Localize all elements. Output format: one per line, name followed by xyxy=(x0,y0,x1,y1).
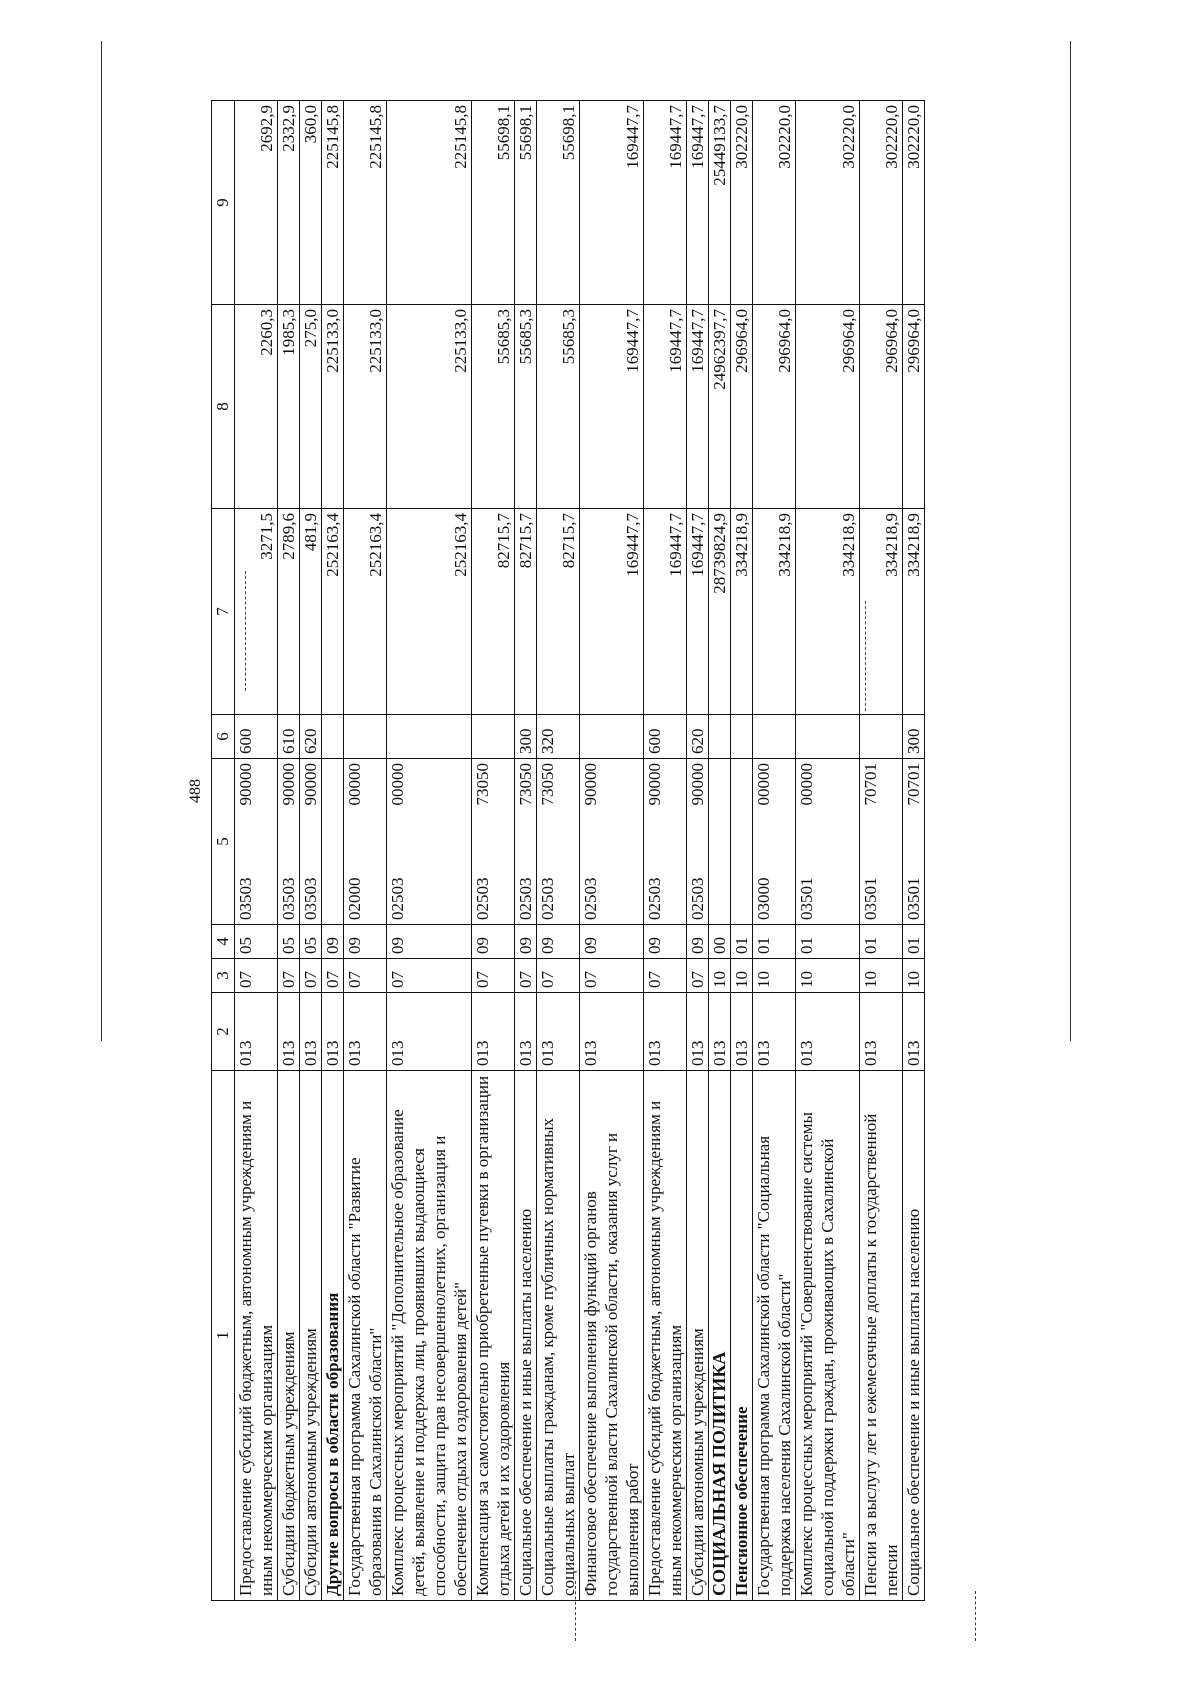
subsection-code: 00 xyxy=(709,924,731,958)
section-code: 07 xyxy=(472,958,515,992)
subsection-code: 01 xyxy=(753,924,796,958)
table-row xyxy=(903,100,925,1600)
target-article-code xyxy=(472,758,515,924)
subsection-code: 09 xyxy=(580,924,644,958)
program-code: 03501 xyxy=(861,877,880,920)
ministry-code: 013 xyxy=(322,992,344,1070)
row-name: Социальные выплаты гражданам, кроме публичных нормативных социальных выплат xyxy=(537,1070,580,1600)
target-article-code xyxy=(580,758,644,924)
column-header: 9 xyxy=(212,100,235,304)
ministry-code: 013 xyxy=(472,992,515,1070)
direction-code: 73050 xyxy=(516,762,535,805)
scan-artifact-dash xyxy=(975,1591,977,1641)
ministry-code: 013 xyxy=(278,992,300,1070)
amount-col-8: 225133,0 xyxy=(322,304,344,508)
expense-type-code: 300 xyxy=(515,714,537,758)
amount-col-8: 24962397,7 xyxy=(709,304,731,508)
amount-col-9: 225145,8 xyxy=(344,100,387,304)
scanned-page xyxy=(95,61,1105,1641)
column-header: 4 xyxy=(212,924,235,958)
amount-col-7: 82715,7 xyxy=(537,508,580,714)
row-name: Комплекс процессных мероприятий "Совершенствование системы социальной поддержки граждан, проживающих в Сахалинской области" xyxy=(796,1070,860,1600)
amount-col-7: 334218,9 xyxy=(753,508,796,714)
direction-code: 00000 xyxy=(388,762,407,805)
budget-table xyxy=(211,100,925,1601)
row-name: Финансовое обеспечение выполнения функций органов государственной власти Сахалинской области, оказания услуг и выполнения работ xyxy=(580,1070,644,1600)
table-row xyxy=(860,100,903,1600)
amount-col-8: 296964,0 xyxy=(860,304,903,508)
column-header: 8 xyxy=(212,304,235,508)
column-header: 2 xyxy=(212,992,235,1070)
section-code: 10 xyxy=(796,958,860,992)
direction-code: 00000 xyxy=(345,762,364,805)
direction-code: 90000 xyxy=(301,762,320,805)
subsection-code: 09 xyxy=(322,924,344,958)
amount-col-8: 2260,3 xyxy=(235,304,278,508)
amount-col-9: 302220,0 xyxy=(731,100,753,304)
row-name: Предоставление субсидий бюджетным, автономным учреждениям и иным некоммерческим организациям xyxy=(644,1070,687,1600)
section-code: 10 xyxy=(903,958,925,992)
expense-type-code xyxy=(322,714,344,758)
expense-type-code xyxy=(472,714,515,758)
expense-type-code xyxy=(580,714,644,758)
program-code: 02503 xyxy=(688,877,707,920)
target-article-code xyxy=(322,758,344,924)
section-code: 07 xyxy=(644,958,687,992)
table-row xyxy=(278,100,300,1600)
direction-code: 90000 xyxy=(236,762,255,805)
row-name: Социальное обеспечение и иные выплаты населению xyxy=(903,1070,925,1600)
table-row xyxy=(344,100,387,1600)
scan-artifact-dash xyxy=(575,1581,577,1641)
amount-col-7: 82715,7 xyxy=(515,508,537,714)
subsection-code: 05 xyxy=(278,924,300,958)
section-code: 07 xyxy=(537,958,580,992)
section-code: 07 xyxy=(235,958,278,992)
subsection-code: 05 xyxy=(235,924,278,958)
column-header: 1 xyxy=(212,1070,235,1600)
column-number-row xyxy=(212,100,235,1600)
amount-col-9: 302220,0 xyxy=(860,100,903,304)
target-article-code xyxy=(644,758,687,924)
table-row xyxy=(709,100,731,1600)
row-name: Государственная программа Сахалинской области "Социальная поддержка населения Сахалинской области" xyxy=(753,1070,796,1600)
target-article-code xyxy=(796,758,860,924)
subsection-code: 09 xyxy=(687,924,709,958)
row-name: Комплекс процессных мероприятий "Дополнительное образование детей, выявление и поддержка лиц, проявивших выдающиеся способности, защита прав несовершеннолетних, организация и обеспечение отдыха и оздоровления детей" xyxy=(387,1070,472,1600)
section-code: 07 xyxy=(300,958,322,992)
section-code: 07 xyxy=(344,958,387,992)
table-row xyxy=(753,100,796,1600)
section-code: 07 xyxy=(387,958,472,992)
direction-code: 70701 xyxy=(861,762,880,805)
ministry-code: 013 xyxy=(235,992,278,1070)
program-code: 03503 xyxy=(279,877,298,920)
expense-type-code xyxy=(753,714,796,758)
target-article-code xyxy=(235,758,278,924)
amount-col-7: 252163,4 xyxy=(322,508,344,714)
amount-col-8: 169447,7 xyxy=(644,304,687,508)
direction-code: 73050 xyxy=(473,762,492,805)
column-header: 3 xyxy=(212,958,235,992)
ministry-code: 013 xyxy=(687,992,709,1070)
expense-type-code: 600 xyxy=(235,714,278,758)
ministry-code: 013 xyxy=(731,992,753,1070)
amount-col-9: 169447,7 xyxy=(580,100,644,304)
table-row xyxy=(731,100,753,1600)
program-code: 03503 xyxy=(236,877,255,920)
target-article-code xyxy=(860,758,903,924)
section-code: 07 xyxy=(322,958,344,992)
expense-type-code: 300 xyxy=(903,714,925,758)
target-article-code xyxy=(387,758,472,924)
subsection-code: 01 xyxy=(731,924,753,958)
amount-col-7: 3271,5 xyxy=(235,508,278,714)
subsection-code: 09 xyxy=(537,924,580,958)
program-code: 02503 xyxy=(473,877,492,920)
direction-code: 90000 xyxy=(688,762,707,805)
direction-code: 00000 xyxy=(754,762,773,805)
scan-artifact-dash xyxy=(245,571,247,691)
amount-col-8: 55685,3 xyxy=(472,304,515,508)
table-row xyxy=(515,100,537,1600)
amount-col-7: 334218,9 xyxy=(860,508,903,714)
program-code: 03503 xyxy=(301,877,320,920)
amount-col-9: 302220,0 xyxy=(796,100,860,304)
amount-col-9: 225145,8 xyxy=(322,100,344,304)
amount-col-7: 252163,4 xyxy=(344,508,387,714)
amount-col-8: 296964,0 xyxy=(796,304,860,508)
row-name: Субсидии автономным учреждениям xyxy=(300,1070,322,1600)
subsection-code: 05 xyxy=(300,924,322,958)
target-article-code xyxy=(753,758,796,924)
ministry-code: 013 xyxy=(644,992,687,1070)
target-article-code xyxy=(344,758,387,924)
ministry-code: 013 xyxy=(300,992,322,1070)
target-article-code xyxy=(537,758,580,924)
ministry-code: 013 xyxy=(903,992,925,1070)
amount-col-8: 169447,7 xyxy=(687,304,709,508)
amount-col-7: 334218,9 xyxy=(796,508,860,714)
expense-type-code xyxy=(860,714,903,758)
amount-col-8: 225133,0 xyxy=(344,304,387,508)
row-name: Социальное обеспечение и иные выплаты населению xyxy=(515,1070,537,1600)
amount-col-8: 275,0 xyxy=(300,304,322,508)
expense-type-code: 620 xyxy=(687,714,709,758)
section-code: 07 xyxy=(278,958,300,992)
section-code: 10 xyxy=(860,958,903,992)
amount-col-9: 55698,1 xyxy=(515,100,537,304)
amount-col-7: 334218,9 xyxy=(731,508,753,714)
section-code: 10 xyxy=(731,958,753,992)
program-code: 02000 xyxy=(345,877,364,920)
direction-code: 90000 xyxy=(581,762,600,805)
subsection-code: 01 xyxy=(903,924,925,958)
amount-col-7: 169447,7 xyxy=(644,508,687,714)
amount-col-8: 296964,0 xyxy=(753,304,796,508)
direction-code: 73050 xyxy=(538,762,557,805)
section-code: 10 xyxy=(753,958,796,992)
ministry-code: 013 xyxy=(580,992,644,1070)
amount-col-9: 302220,0 xyxy=(753,100,796,304)
subsection-code: 09 xyxy=(344,924,387,958)
amount-col-7: 252163,4 xyxy=(387,508,472,714)
expense-type-code: 610 xyxy=(278,714,300,758)
row-name: Субсидии автономным учреждениям xyxy=(687,1070,709,1600)
amount-col-7: 28739824,9 xyxy=(709,508,731,714)
amount-col-8: 225133,0 xyxy=(387,304,472,508)
subsection-code: 09 xyxy=(644,924,687,958)
row-name: СОЦИАЛЬНАЯ ПОЛИТИКА xyxy=(709,1070,731,1600)
table-row xyxy=(580,100,644,1600)
program-code: 02503 xyxy=(581,877,600,920)
program-code: 02503 xyxy=(516,877,535,920)
amount-col-8: 55685,3 xyxy=(537,304,580,508)
direction-code: 90000 xyxy=(645,762,664,805)
expense-type-code xyxy=(709,714,731,758)
amount-col-9: 360,0 xyxy=(300,100,322,304)
amount-col-9: 169447,7 xyxy=(644,100,687,304)
subsection-code: 01 xyxy=(860,924,903,958)
amount-col-9: 2692,9 xyxy=(235,100,278,304)
amount-col-7: 169447,7 xyxy=(580,508,644,714)
expense-type-code xyxy=(731,714,753,758)
expense-type-code: 620 xyxy=(300,714,322,758)
ministry-code: 013 xyxy=(515,992,537,1070)
table-row xyxy=(235,100,278,1600)
amount-col-7: 481,9 xyxy=(300,508,322,714)
target-article-code xyxy=(709,758,731,924)
program-code: 02503 xyxy=(645,877,664,920)
table-row xyxy=(687,100,709,1600)
section-code: 07 xyxy=(687,958,709,992)
table-row xyxy=(322,100,344,1600)
page-number: 488 xyxy=(187,778,204,803)
ministry-code: 013 xyxy=(537,992,580,1070)
target-article-code xyxy=(300,758,322,924)
target-article-code xyxy=(731,758,753,924)
expense-type-code xyxy=(796,714,860,758)
ministry-code: 013 xyxy=(860,992,903,1070)
row-name: Компенсация за самостоятельно приобретенные путевки в организации отдыха детей и их оздоровления xyxy=(472,1070,515,1600)
direction-code: 90000 xyxy=(279,762,298,805)
program-code: 03000 xyxy=(754,877,773,920)
table-row xyxy=(644,100,687,1600)
program-code: 03501 xyxy=(904,877,923,920)
target-article-code xyxy=(687,758,709,924)
subsection-code: 09 xyxy=(515,924,537,958)
table-row xyxy=(796,100,860,1600)
ministry-code: 013 xyxy=(796,992,860,1070)
ministry-code: 013 xyxy=(387,992,472,1070)
expense-type-code: 320 xyxy=(537,714,580,758)
column-header: 7 xyxy=(212,508,235,714)
expense-type-code xyxy=(344,714,387,758)
program-code: 03501 xyxy=(797,877,816,920)
amount-col-7: 334218,9 xyxy=(903,508,925,714)
row-name: Другие вопросы в области образования xyxy=(322,1070,344,1600)
program-code: 02503 xyxy=(388,877,407,920)
amount-col-8: 55685,3 xyxy=(515,304,537,508)
expense-type-code xyxy=(387,714,472,758)
scan-artifact-dash xyxy=(865,601,867,711)
table-row xyxy=(472,100,515,1600)
scan-artifact-line xyxy=(1070,41,1071,1041)
subsection-code: 09 xyxy=(387,924,472,958)
ministry-code: 013 xyxy=(753,992,796,1070)
direction-code: 70701 xyxy=(904,762,923,805)
amount-col-9: 25449133,7 xyxy=(709,100,731,304)
amount-col-8: 296964,0 xyxy=(903,304,925,508)
target-article-code xyxy=(903,758,925,924)
amount-col-9: 302220,0 xyxy=(903,100,925,304)
table-row xyxy=(387,100,472,1600)
target-article-code xyxy=(278,758,300,924)
amount-col-9: 225145,8 xyxy=(387,100,472,304)
row-name: Государственная программа Сахалинской области "Развитие образования в Сахалинской области" xyxy=(344,1070,387,1600)
ministry-code: 013 xyxy=(709,992,731,1070)
amount-col-9: 2332,9 xyxy=(278,100,300,304)
program-code: 02503 xyxy=(538,877,557,920)
row-name: Субсидии бюджетным учреждениям xyxy=(278,1070,300,1600)
amount-col-9: 55698,1 xyxy=(537,100,580,304)
section-code: 10 xyxy=(709,958,731,992)
amount-col-9: 55698,1 xyxy=(472,100,515,304)
table-row xyxy=(300,100,322,1600)
row-name: Предоставление субсидий бюджетным, автономным учреждениям и иным некоммерческим организациям xyxy=(235,1070,278,1600)
amount-col-7: 169447,7 xyxy=(687,508,709,714)
row-name: Пенсии за выслугу лет и ежемесячные доплаты к государственной пенсии xyxy=(860,1070,903,1600)
amount-col-7: 82715,7 xyxy=(472,508,515,714)
ministry-code: 013 xyxy=(344,992,387,1070)
subsection-code: 01 xyxy=(796,924,860,958)
column-header: 6 xyxy=(212,714,235,758)
direction-code: 00000 xyxy=(797,762,816,805)
scan-artifact-line xyxy=(101,41,102,1041)
expense-type-code: 600 xyxy=(644,714,687,758)
section-code: 07 xyxy=(580,958,644,992)
amount-col-8: 1985,3 xyxy=(278,304,300,508)
target-article-code xyxy=(515,758,537,924)
table-row xyxy=(537,100,580,1600)
amount-col-8: 169447,7 xyxy=(580,304,644,508)
subsection-code: 09 xyxy=(472,924,515,958)
amount-col-7: 2789,6 xyxy=(278,508,300,714)
amount-col-9: 169447,7 xyxy=(687,100,709,304)
section-code: 07 xyxy=(515,958,537,992)
row-name: Пенсионное обеспечение xyxy=(731,1070,753,1600)
column-header: 5 xyxy=(212,758,235,924)
amount-col-8: 296964,0 xyxy=(731,304,753,508)
